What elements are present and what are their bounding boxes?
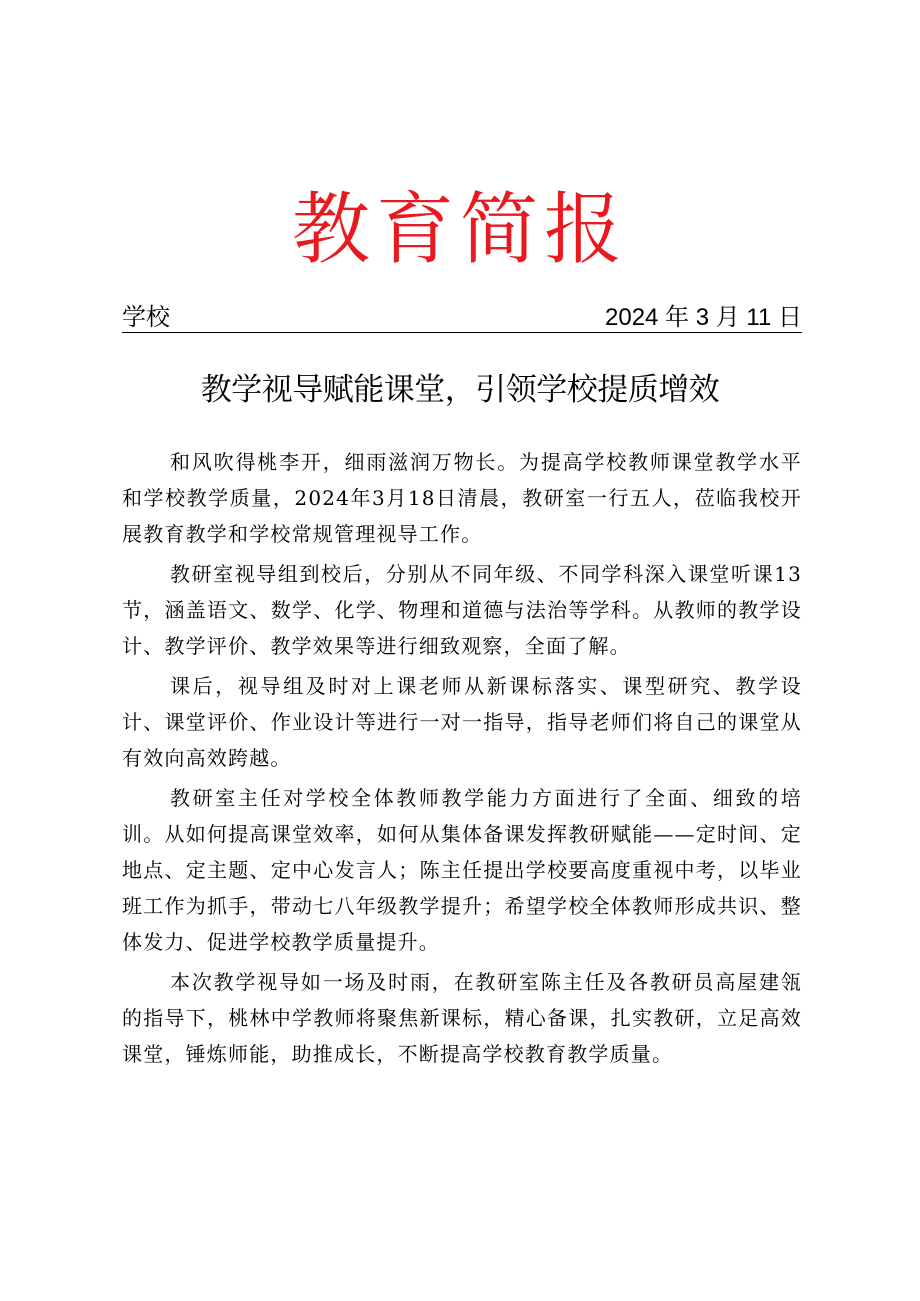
paragraph: 和风吹得桃李开，细雨滋润万物长。为提高学校教师课堂教学水平和学校教学质量，2024年3月18日清晨，教研室一行五人，莅临我校开展教育教学和学校常规管理视导工作。: [122, 450, 802, 546]
issue-date: 2024 年 3 月 11 日: [605, 304, 802, 331]
dateline: [122, 302, 802, 333]
masthead-title: 教育简报: [291, 185, 628, 275]
paragraph: 教研室主任对学校全体教师教学能力方面进行了全面、细致的培训。从如何提高课堂效率，如何从集体备课发挥教研赋能——定时间、定地点、定主题、定中心发言人；陈主任提出学校要高度重视中考，以毕业班工作为抓手，带动七八年级教学提升；希望学校全体教师形成共识、整体发力、促进学校教学质量提升。: [122, 786, 802, 954]
school-label: 学校: [122, 304, 170, 331]
article-body: [122, 444, 802, 1076]
paragraph: 教研室视导组到校后，分别从不同年级、不同学科深入课堂听课13节，涵盖语文、数学、化学、物理和道德与法治等学科。从教师的教学设计、教学评价、教学效果等进行细致观察，全面了解。: [122, 562, 802, 658]
article-headline: 教学视导赋能课堂，引领学校提质增效: [200, 372, 720, 408]
paragraph: 课后，视导组及时对上课老师从新课标落实、课型研究、教学设计、课堂评价、作业设计等进行一对一指导，指导老师们将自己的课堂从有效向高效跨越。: [122, 674, 802, 770]
paragraph: 本次教学视导如一场及时雨，在教研室陈主任及各教研员高屋建瓴的指导下，桃林中学教师将聚焦新课标，精心备课，扎实教研，立足高效课堂，锤炼师能，助推成长，不断提高学校教育教学质量。: [122, 970, 802, 1066]
